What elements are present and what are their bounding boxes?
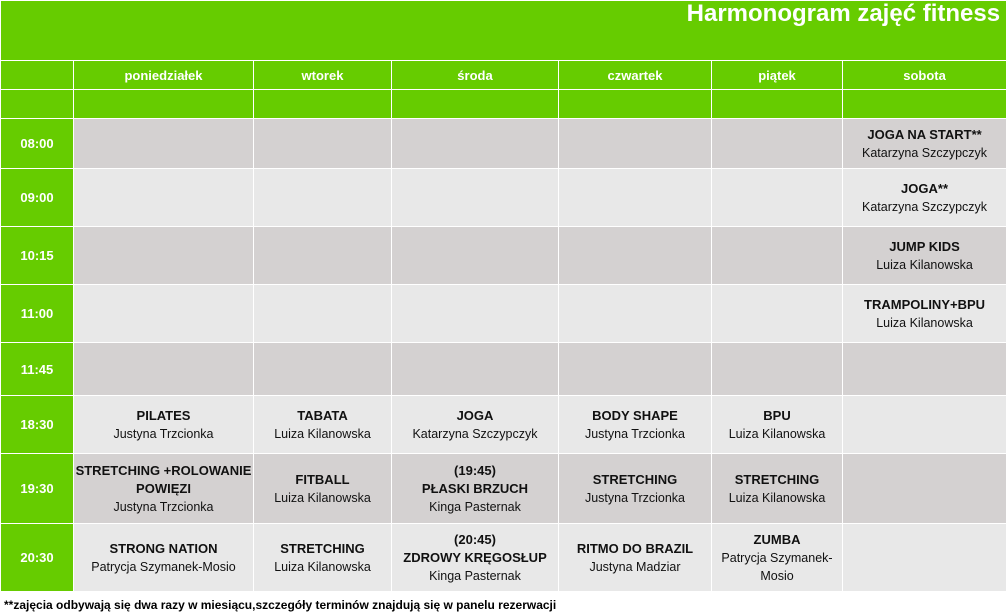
class-time-note: (19:45) (454, 462, 496, 478)
empty-cell (74, 343, 254, 396)
class-name: JOGA NA START** (867, 126, 982, 142)
footnote: **zajęcia odbywają się dwa razy w miesiącu,szczegóły terminów znajdują się w panelu rezerwacji (4, 598, 557, 612)
instructor-name: Justyna Trzcionka (113, 426, 214, 441)
time-slot: 19:30 (1, 454, 74, 524)
empty-cell (392, 285, 559, 343)
class-cell (712, 454, 843, 524)
class-cell (254, 396, 392, 454)
spacer-cell (1, 90, 74, 119)
class-name: TRAMPOLINY+BPU (864, 296, 986, 312)
empty-cell (843, 343, 1006, 396)
instructor-name: Luiza Kilanowska (728, 426, 826, 441)
empty-cell (392, 119, 559, 169)
day-header: środa (392, 61, 559, 90)
class-cell (392, 396, 559, 454)
class-name: STRETCHING (592, 471, 678, 487)
instructor-name: Justyna Trzcionka (584, 426, 686, 441)
time-row (1, 454, 1006, 524)
title-banner (1, 1, 1006, 61)
instructor-name: Justyna Trzcionka (113, 499, 214, 514)
instructor-name: Katarzyna Szczypczyk (862, 199, 988, 214)
empty-cell (254, 227, 392, 285)
time-row (1, 343, 1006, 396)
empty-cell (712, 169, 843, 227)
class-cell (559, 454, 712, 524)
empty-cell (254, 285, 392, 343)
empty-cell (559, 119, 712, 169)
time-row (1, 396, 1006, 454)
class-name: ZDROWY KRĘGOSŁUP (403, 549, 547, 565)
instructor-name: Luiza Kilanowska (876, 315, 973, 330)
empty-cell (843, 454, 1006, 524)
day-header: wtorek (254, 61, 392, 90)
time-row (1, 227, 1006, 285)
empty-cell (712, 227, 843, 285)
class-cell (843, 227, 1006, 285)
instructor-name: Luiza Kilanowska (274, 490, 371, 505)
instructor-name: Kinga Pasternak (429, 499, 521, 514)
class-cell (74, 454, 254, 524)
class-cell (392, 454, 559, 524)
class-name: BODY SHAPE (592, 407, 678, 423)
empty-cell (712, 343, 843, 396)
class-cell (74, 396, 254, 454)
time-slot: 18:30 (1, 396, 74, 454)
time-slot: 11:00 (1, 285, 74, 343)
page-title: Harmonogram zajęć fitness (686, 0, 1001, 27)
class-cell (74, 524, 254, 592)
class-cell (559, 524, 712, 592)
time-slot: 08:00 (1, 119, 74, 169)
spacer-cell (559, 90, 712, 119)
empty-cell (74, 169, 254, 227)
empty-cell (254, 119, 392, 169)
class-cell (843, 285, 1006, 343)
class-cell (843, 169, 1006, 227)
instructor-name: Luiza Kilanowska (728, 490, 826, 505)
empty-cell (559, 227, 712, 285)
empty-cell (74, 227, 254, 285)
day-header: czwartek (559, 61, 712, 90)
time-row (1, 119, 1006, 169)
spacer-cell (712, 90, 843, 119)
time-slot: 11:45 (1, 343, 74, 396)
empty-cell (559, 285, 712, 343)
class-cell (843, 119, 1006, 169)
time-slot: 10:15 (1, 227, 74, 285)
empty-cell (74, 119, 254, 169)
instructor-name: Luiza Kilanowska (274, 426, 371, 441)
day-header: piątek (712, 61, 843, 90)
time-row (1, 285, 1006, 343)
empty-cell (712, 119, 843, 169)
day-header: sobota (843, 61, 1006, 90)
class-name: JUMP KIDS (889, 238, 960, 254)
class-name: JOGA** (901, 180, 949, 196)
empty-cell (254, 343, 392, 396)
class-name: FITBALL (295, 471, 350, 487)
instructor-name: Justyna Madziar (589, 559, 681, 574)
empty-cell (392, 227, 559, 285)
time-row (1, 169, 1006, 227)
empty-cell (559, 343, 712, 396)
empty-cell (74, 285, 254, 343)
class-cell (392, 524, 559, 592)
class-cell (712, 396, 843, 454)
spacer-cell (254, 90, 392, 119)
empty-cell (559, 169, 712, 227)
instructor-name: Justyna Trzcionka (584, 490, 686, 505)
spacer-cell (392, 90, 559, 119)
class-cell (559, 396, 712, 454)
instructor-name: Luiza Kilanowska (876, 257, 973, 272)
instructor-name: Katarzyna Szczypczyk (862, 145, 988, 160)
class-cell (712, 524, 843, 592)
class-name: PŁASKI BRZUCH (421, 480, 529, 496)
time-slot: 20:30 (1, 524, 74, 592)
empty-cell (712, 285, 843, 343)
empty-cell (392, 169, 559, 227)
class-name: STRETCHING (734, 471, 820, 487)
instructor-name: Patrycja Szymanek-Mosio (91, 559, 236, 574)
class-name: STRONG NATION (109, 540, 218, 556)
empty-cell (254, 169, 392, 227)
class-name: STRETCHING (280, 540, 365, 556)
instructor-name: Katarzyna Szczypczyk (412, 426, 538, 441)
class-name: PILATES (136, 407, 191, 423)
class-time-note: (20:45) (454, 531, 496, 547)
day-header: poniedziałek (74, 61, 254, 90)
spacer-cell (74, 90, 254, 119)
class-name: STRETCHING +ROLOWANIE POWIĘZI (75, 462, 252, 496)
empty-cell (392, 343, 559, 396)
corner-cell (1, 61, 74, 90)
class-cell (254, 454, 392, 524)
time-slot: 09:00 (1, 169, 74, 227)
class-name: ZUMBA (753, 531, 801, 547)
class-name: TABATA (297, 407, 348, 423)
class-name: JOGA (456, 407, 494, 423)
instructor-name: Luiza Kilanowska (274, 559, 371, 574)
class-name: BPU (763, 407, 791, 423)
empty-cell (843, 396, 1006, 454)
instructor-name: Patrycja Szymanek-Mosio (721, 550, 833, 583)
instructor-name: Kinga Pasternak (429, 568, 521, 583)
spacer-cell (843, 90, 1006, 119)
empty-cell (843, 524, 1006, 592)
class-cell (254, 524, 392, 592)
class-name: RITMO DO BRAZIL (576, 540, 694, 556)
time-row (1, 524, 1006, 592)
